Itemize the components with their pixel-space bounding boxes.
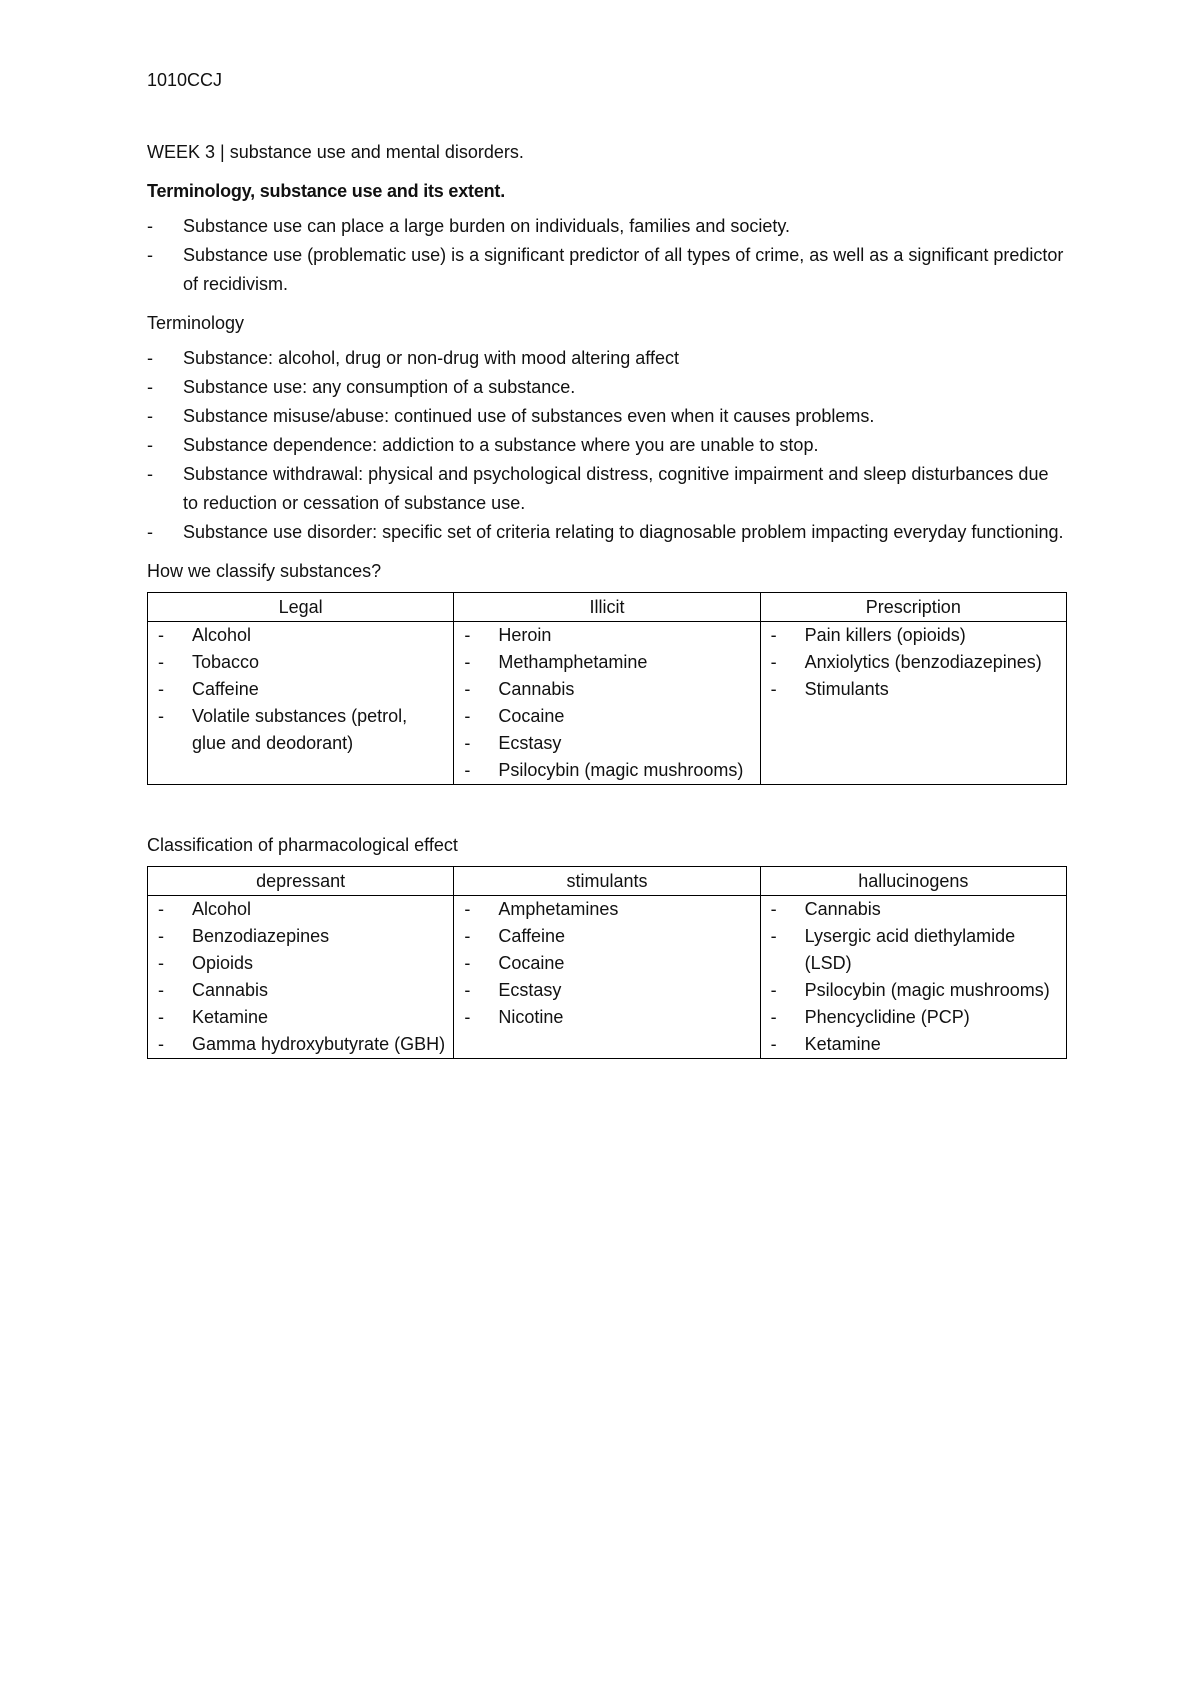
dash-marker: -	[464, 652, 471, 672]
dash-marker: -	[770, 652, 777, 672]
table-cell	[148, 622, 454, 785]
bullet-text: Substance: alcohol, drug or non-drug with mood altering affect	[183, 348, 679, 368]
section-heading: Terminology, substance use and its extent.	[147, 181, 506, 201]
course-code: 1010CCJ	[147, 70, 223, 90]
list-item	[769, 977, 1058, 1004]
dash-marker: -	[770, 980, 777, 1000]
table-header-cell: depressant	[148, 867, 454, 896]
dash-marker: -	[158, 980, 164, 1000]
cell-item-text: Cocaine	[498, 706, 565, 726]
dash-marker: -	[464, 760, 471, 780]
dash-marker: -	[158, 652, 164, 672]
list-item	[462, 977, 751, 1004]
dash-marker: -	[158, 1034, 164, 1054]
table-header-cell: hallucinogens	[760, 867, 1066, 896]
list-item	[156, 703, 445, 757]
cell-item-text: Anxiolytics (benzodiazepines)	[804, 652, 1042, 672]
cell-item-text: Lysergic acid diethylamide (LSD)	[804, 926, 1016, 973]
dash-marker: -	[147, 435, 153, 455]
list-item	[147, 373, 1067, 402]
cell-item-text: Pain killers (opioids)	[804, 625, 966, 645]
cell-list	[769, 622, 1058, 703]
dash-marker: -	[147, 377, 153, 397]
cell-item-text: Alcohol	[192, 899, 252, 919]
table-cell	[454, 896, 760, 1059]
cell-list	[462, 896, 751, 1031]
list-item	[147, 241, 1067, 299]
list-item	[156, 1031, 445, 1058]
cell-item-text: Stimulants	[804, 679, 889, 699]
list-item	[769, 649, 1058, 676]
list-item	[769, 676, 1058, 703]
list-item	[156, 622, 445, 649]
list-item	[462, 622, 751, 649]
cell-item-text: Nicotine	[498, 1007, 564, 1027]
cell-item-text: Cocaine	[498, 953, 565, 973]
cell-item-text: Gamma hydroxybutyrate (GBH)	[192, 1034, 446, 1054]
list-item	[156, 649, 445, 676]
cell-item-text: Psilocybin (magic mushrooms)	[498, 760, 744, 780]
dash-marker: -	[464, 926, 471, 946]
cell-item-text: Tobacco	[192, 652, 260, 672]
table-row	[148, 622, 1067, 785]
dash-marker: -	[770, 625, 777, 645]
dash-marker: -	[158, 706, 164, 726]
cell-item-text: Ecstasy	[498, 980, 562, 1000]
classify-heading: How we classify substances?	[147, 561, 382, 581]
week-title: WEEK 3 | substance use and mental disorders.	[147, 142, 524, 162]
table-header-row	[148, 867, 1067, 896]
list-item	[147, 344, 1067, 373]
dash-marker: -	[147, 464, 153, 484]
bullet-text: Substance use disorder: specific set of criteria relating to diagnosable problem impacting everyday functioning.	[183, 522, 1064, 542]
list-item	[462, 730, 751, 757]
table-header-cell: Legal	[148, 593, 454, 622]
dash-marker: -	[464, 980, 471, 1000]
cell-item-text: Caffeine	[498, 926, 566, 946]
cell-item-text: Ketamine	[192, 1007, 269, 1027]
table-cell	[454, 622, 760, 785]
dash-marker: -	[158, 1007, 164, 1027]
table-header-cell: stimulants	[454, 867, 760, 896]
cell-item-text: Alcohol	[192, 625, 252, 645]
dash-marker: -	[464, 706, 471, 726]
list-item	[462, 950, 751, 977]
table-header-row	[148, 593, 1067, 622]
list-item	[769, 622, 1058, 649]
dash-marker: -	[147, 522, 153, 542]
dash-marker: -	[770, 926, 777, 946]
dash-marker: -	[147, 216, 153, 236]
cell-list	[769, 896, 1058, 1058]
bullet-text: Substance dependence: addiction to a substance where you are unable to stop.	[183, 435, 819, 455]
list-item	[462, 757, 751, 784]
cell-item-text: Heroin	[498, 625, 552, 645]
bullet-text: Substance use: any consumption of a substance.	[183, 377, 576, 397]
cell-item-text: Benzodiazepines	[192, 926, 330, 946]
cell-item-text: Cannabis	[498, 679, 575, 699]
list-item	[147, 518, 1067, 547]
bullet-text: Substance use can place a large burden on individuals, families and society.	[183, 216, 791, 236]
dash-marker: -	[464, 733, 471, 753]
table-cell	[760, 896, 1066, 1059]
pharma-heading: Classification of pharmacological effect	[147, 835, 458, 855]
bullet-text: Substance use (problematic use) is a significant predictor of all types of crime, as well as a significant predictor of recidivism.	[183, 245, 1064, 294]
pharma-table	[147, 866, 1067, 1059]
cell-item-text: Caffeine	[192, 679, 259, 699]
list-item	[156, 1004, 445, 1031]
list-item	[769, 1004, 1058, 1031]
table-cell	[760, 622, 1066, 785]
table-header-cell: Illicit	[454, 593, 760, 622]
cell-list	[156, 896, 445, 1058]
list-item	[462, 676, 751, 703]
dash-marker: -	[770, 1034, 777, 1054]
intro-bullet-list	[147, 212, 1067, 299]
list-item	[156, 950, 445, 977]
list-item	[462, 649, 751, 676]
list-item	[462, 703, 751, 730]
list-item	[156, 896, 445, 923]
table-row	[148, 896, 1067, 1059]
list-item	[147, 431, 1067, 460]
dash-marker: -	[158, 926, 164, 946]
list-item	[769, 896, 1058, 923]
list-item	[147, 460, 1067, 518]
terminology-heading: Terminology	[147, 313, 245, 333]
document-page	[147, 66, 1067, 1059]
list-item	[156, 923, 445, 950]
list-item	[769, 923, 1058, 977]
bullet-text: Substance misuse/abuse: continued use of substances even when it causes problems.	[183, 406, 875, 426]
cell-list	[462, 622, 751, 784]
cell-item-text: Volatile substances (petrol, glue and deodorant)	[192, 706, 408, 753]
dash-marker: -	[147, 406, 153, 426]
cell-item-text: Phencyclidine (PCP)	[804, 1007, 970, 1027]
dash-marker: -	[158, 953, 164, 973]
list-item	[769, 1031, 1058, 1058]
list-item	[462, 923, 751, 950]
cell-item-text: Opioids	[192, 953, 254, 973]
dash-marker: -	[464, 1007, 471, 1027]
dash-marker: -	[770, 899, 777, 919]
dash-marker: -	[464, 953, 471, 973]
terminology-bullet-list	[147, 344, 1067, 547]
dash-marker: -	[158, 679, 164, 699]
dash-marker: -	[147, 245, 153, 265]
dash-marker: -	[158, 899, 164, 919]
cell-item-text: Ecstasy	[498, 733, 562, 753]
dash-marker: -	[158, 625, 164, 645]
list-item	[147, 402, 1067, 431]
cell-item-text: Amphetamines	[498, 899, 619, 919]
dash-marker: -	[147, 348, 153, 368]
dash-marker: -	[770, 1007, 777, 1027]
spacer	[147, 785, 1067, 821]
list-item	[462, 896, 751, 923]
dash-marker: -	[464, 625, 471, 645]
cell-item-text: Cannabis	[804, 899, 881, 919]
bullet-text: Substance withdrawal: physical and psychological distress, cognitive impairment and sleep disturbances due to reduction or cessation of substance use.	[183, 464, 1049, 513]
cell-item-text: Cannabis	[192, 980, 269, 1000]
table-header-cell: Prescription	[760, 593, 1066, 622]
table-cell	[148, 896, 454, 1059]
list-item	[156, 676, 445, 703]
dash-marker: -	[464, 899, 471, 919]
cell-item-text: Psilocybin (magic mushrooms)	[804, 980, 1050, 1000]
list-item	[462, 1004, 751, 1031]
dash-marker: -	[464, 679, 471, 699]
list-item	[147, 212, 1067, 241]
dash-marker: -	[770, 679, 777, 699]
list-item	[156, 977, 445, 1004]
classify-table	[147, 592, 1067, 785]
cell-list	[156, 622, 445, 757]
cell-item-text: Ketamine	[804, 1034, 881, 1054]
cell-item-text: Methamphetamine	[498, 652, 648, 672]
